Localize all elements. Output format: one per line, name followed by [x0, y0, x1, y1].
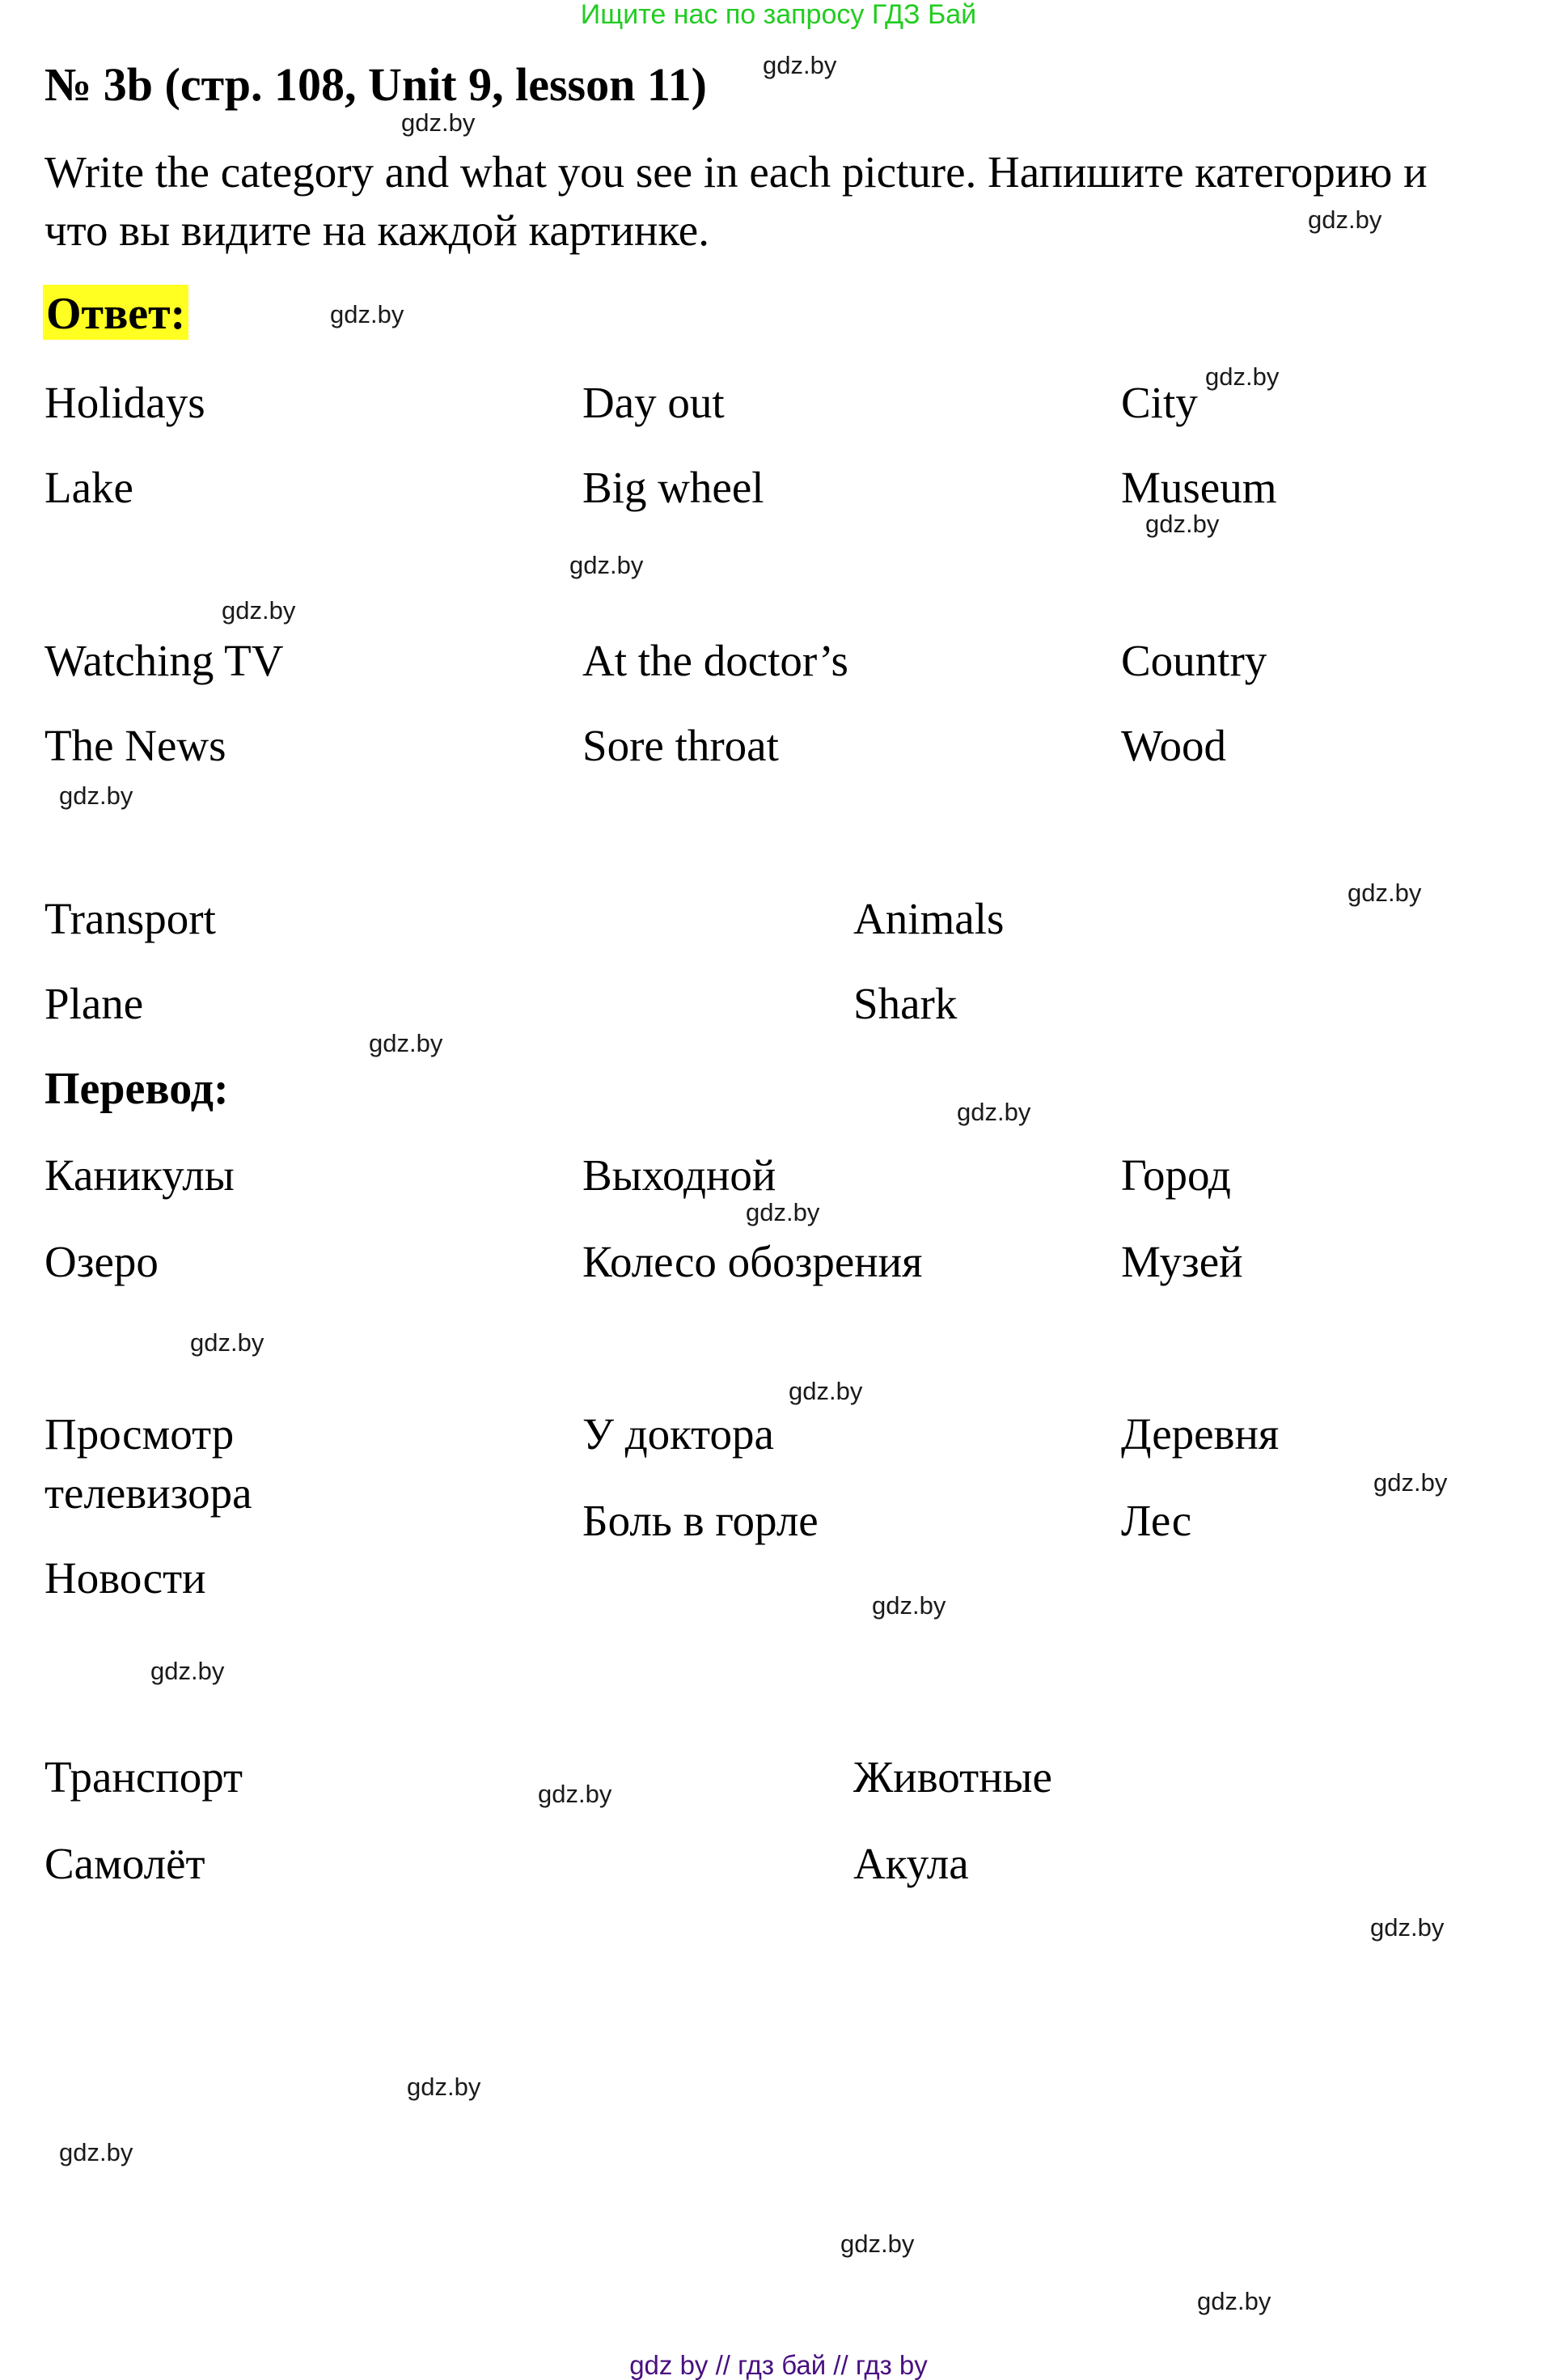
translation-category: Деревня	[1121, 1409, 1280, 1459]
footer-links: gdz by // гдз бай // гдз by	[629, 2350, 928, 2380]
watermark: gdz.by	[401, 108, 476, 137]
answer-item: Museum	[1121, 463, 1277, 512]
translation-item: Лес	[1121, 1496, 1192, 1545]
answer-label: Ответ:	[43, 285, 188, 340]
answer-item: Sore throat	[582, 721, 779, 770]
translation-category: Животные	[853, 1752, 1052, 1802]
watermark: gdz.by	[190, 1328, 264, 1357]
translation-category: Каникулы	[44, 1150, 235, 1200]
watermark: gdz.by	[1205, 362, 1280, 391]
translation-category: У доктора	[582, 1409, 774, 1459]
watermark: gdz.by	[538, 1780, 612, 1808]
watermark: gdz.by	[330, 300, 404, 328]
translation-category: Просмотр	[44, 1409, 235, 1459]
translation-item: Новости	[44, 1553, 206, 1603]
translation-item: Озеро	[44, 1237, 159, 1286]
answer-item: Shark	[853, 979, 958, 1028]
answer-category: City	[1121, 378, 1198, 427]
watermark: gdz.by	[150, 1657, 225, 1685]
translation-category: Транспорт	[44, 1752, 243, 1802]
watermark: gdz.by	[763, 51, 837, 79]
answer-category: Holidays	[44, 378, 205, 427]
answer-item: Plane	[44, 979, 144, 1028]
translation-item: Акула	[853, 1839, 969, 1888]
watermark: gdz.by	[1370, 1913, 1445, 1942]
watermark: gdz.by	[789, 1377, 863, 1405]
watermark: gdz.by	[569, 551, 644, 579]
search-banner: Ищите нас по запросу ГДЗ Бай	[580, 0, 977, 30]
watermark: gdz.by	[1197, 2287, 1271, 2315]
exercise-title: № 3b (стр. 108, Unit 9, lesson 11)	[44, 58, 707, 111]
watermark: gdz.by	[59, 2138, 133, 2166]
watermark: gdz.by	[369, 1029, 443, 1057]
translation-label: Перевод:	[44, 1064, 229, 1114]
translation-item: Музей	[1121, 1237, 1243, 1286]
translation-category-cont: телевизора	[44, 1468, 252, 1518]
watermark: gdz.by	[746, 1198, 820, 1226]
answer-item: Lake	[44, 463, 133, 512]
watermark: gdz.by	[1348, 879, 1422, 907]
watermark: gdz.by	[957, 1098, 1031, 1126]
answer-item: The News	[44, 721, 226, 770]
translation-item: Колесо обозрения	[582, 1237, 923, 1286]
translation-category: Выходной	[582, 1150, 776, 1200]
answer-category: Watching TV	[44, 636, 284, 685]
answer-category: Country	[1121, 636, 1267, 685]
translation-category: Город	[1121, 1150, 1231, 1200]
watermark: gdz.by	[872, 1591, 946, 1620]
instruction-line-2: что вы видите на каждой картинке.	[44, 205, 709, 255]
watermark: gdz.by	[1308, 205, 1382, 234]
answer-item: Big wheel	[582, 463, 764, 512]
instruction-line-1: Write the category and what you see in each picture. Напишите категорию и	[44, 147, 1428, 197]
watermark: gdz.by	[222, 596, 296, 625]
translation-item: Самолёт	[44, 1839, 205, 1888]
watermark: gdz.by	[407, 2073, 481, 2101]
watermark: gdz.by	[1373, 1468, 1448, 1497]
answer-item: Wood	[1121, 721, 1227, 770]
answer-category: Transport	[44, 894, 216, 943]
answer-category: Animals	[853, 894, 1005, 943]
answer-category: At the doctor’s	[582, 636, 848, 685]
watermark: gdz.by	[840, 2230, 915, 2258]
watermark: gdz.by	[1145, 510, 1220, 538]
translation-item: Боль в горле	[582, 1496, 819, 1545]
watermark: gdz.by	[59, 781, 133, 810]
answer-category: Day out	[582, 378, 725, 427]
